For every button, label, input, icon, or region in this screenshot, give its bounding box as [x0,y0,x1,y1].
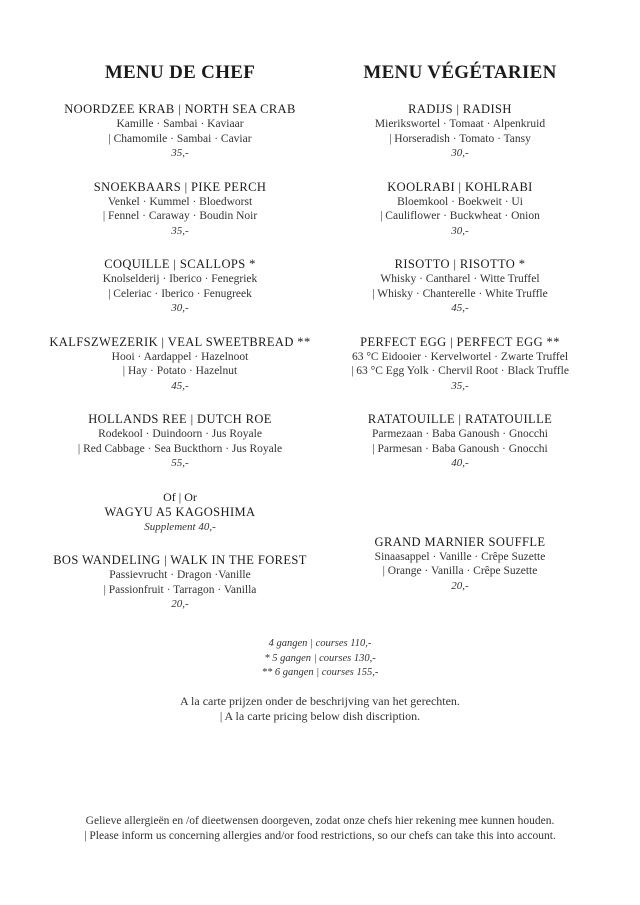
a-la-carte-note-nl: A la carte prijzen onder de beschrijving van het gerechten. [180,694,460,708]
dish-ingredients-nl: Whisky · Cantharel · Witte Truffel [380,273,540,285]
dish-ingredients-nl: 63 °C Eidooier · Kervelwortel · Zwarte Truffel [351,350,569,363]
dish-name: RADIJS | RADISH [408,102,512,116]
dish-name: KALFSZWEZERIK | VEAL SWEETBREAD ** [49,334,311,349]
dish-item [30,102,330,161]
supplement-price: Supplement 40,- [144,520,216,533]
dish-ingredients-nl: Venkel · Kummel · Bloedworst [107,195,253,208]
dish-ingredients-nl: Bloemkool · Boekweit · Ui [397,195,523,208]
dish-name: RATATOUILLE | RATATOUILLE [367,412,553,426]
dish-price: 35,- [171,147,189,159]
a-la-carte-note [0,694,640,723]
dish-name: HOLLANDS REE | DUTCH ROE [88,412,272,426]
course-price-6: ** 6 gangen | courses 155,- [261,667,379,678]
dish-name: RISOTTO | RISOTTO * [394,257,526,271]
dish-ingredients-nl: Mierikswortel · Tomaat · Alpenkruid [374,118,546,130]
dish-item [30,257,330,316]
dish-ingredients-nl: Parmezaan · Baba Ganoush · Gnocchi [372,428,548,440]
or-label: Of | Or [163,489,197,504]
dish-ingredients-en: | Orange · Vanilla · Crêpe Suzette [382,565,538,577]
dish-price: 40,- [451,457,469,469]
dish-ingredients-en: | Parmesan · Baba Ganoush · Gnocchi [372,442,548,455]
dish-price: 30,- [451,147,469,159]
menu-de-chef-column [30,60,330,631]
course-pricing [0,637,640,681]
dish-ingredients-en: | Red Cabbage · Sea Buckthorn · Jus Royale [77,442,283,455]
dish-name: PERFECT EGG | PERFECT EGG ** [360,334,560,349]
dish-item [310,102,610,161]
dish-price: 20,- [171,598,189,610]
dish-ingredients-en: | Whisky · Chanterelle · White Truffle [372,287,548,300]
dish-ingredients-nl: Hooi · Aardappel · Hazelnoot [111,350,249,363]
dish-item [30,412,330,471]
dish-item [30,180,330,239]
dish-ingredients-en: | Cauliflower · Buckwheat · Onion [380,210,540,222]
dish-name: SNOEKBAARS | PIKE PERCH [93,179,267,194]
wagyu-option [30,490,330,535]
course-price-5: * 5 gangen | courses 130,- [264,652,376,664]
allergy-note-en: | Please inform us concerning allergies and/or food restrictions, so our chefs can take this into account. [84,829,556,842]
dish-ingredients-en: | Celeriac · Iberico · Fenugreek [108,287,252,300]
dish-price: 45,- [171,379,189,392]
dish-item [310,535,610,594]
menu-vegetarien-column [310,60,610,612]
dish-price: 20,- [451,579,469,592]
dish-ingredients-nl: Passievrucht · Dragon ·Vanille [109,569,251,581]
dish-ingredients-en: | Passionfruit · Tarragon · Vanilla [103,583,257,596]
dish-ingredients-en: | Chamomile · Sambai · Caviar [108,132,252,145]
allergy-note-nl: Gelieve allergieën en /of dieetwensen doorgeven, zodat onze chefs hier rekening mee kunnen houden. [85,815,555,827]
dish-price: 35,- [451,379,469,392]
dish-name: NOORDZEE KRAB | NORTH SEA CRAB [64,102,296,116]
dish-price: 30,- [451,224,469,237]
allergy-note [0,814,640,843]
dish-ingredients-en: | 63 °C Egg Yolk · Chervil Root · Black Truffle [351,365,569,377]
course-price-4: 4 gangen | courses 110,- [268,638,372,649]
dish-ingredients-en: | Horseradish · Tomato · Tansy [389,132,531,145]
dish-item [310,257,610,316]
dish-price: 55,- [171,457,189,469]
dish-item [30,553,330,612]
dish-ingredients-nl: Sinaasappel · Vanille · Crêpe Suzette [374,550,546,563]
dish-item [310,412,610,471]
dish-name: GRAND MARNIER SOUFFLE [374,534,546,549]
dish-name: BOS WANDELING | WALK IN THE FOREST [53,553,307,567]
dish-ingredients-nl: Knolselderij · Iberico · Fenegriek [102,273,258,285]
dish-item [310,335,610,394]
dish-ingredients-en: | Fennel · Caraway · Boudin Noir [102,210,258,222]
dish-ingredients-en: | Hay · Potato · Hazelnut [122,365,238,377]
dish-item [310,180,610,239]
dish-ingredients-nl: Rodekool · Duindoorn · Jus Royale [98,428,262,440]
dish-name: COQUILLE | SCALLOPS * [104,257,256,271]
dish-price: 30,- [171,302,189,314]
column-title: MENU DE CHEF [104,62,256,83]
dish-name: WAGYU A5 KAGOSHIMA [104,504,256,519]
dish-name: KOOLRABI | KOHLRABI [387,179,533,194]
dish-price: 35,- [171,224,189,237]
dish-price: 45,- [451,302,469,314]
column-title: MENU VÉGÉTARIEN [363,62,557,83]
dish-item [30,335,330,394]
dish-ingredients-nl: Kamille · Sambai · Kaviaar [116,118,244,130]
a-la-carte-note-en: | A la carte pricing below dish discription. [219,708,421,723]
